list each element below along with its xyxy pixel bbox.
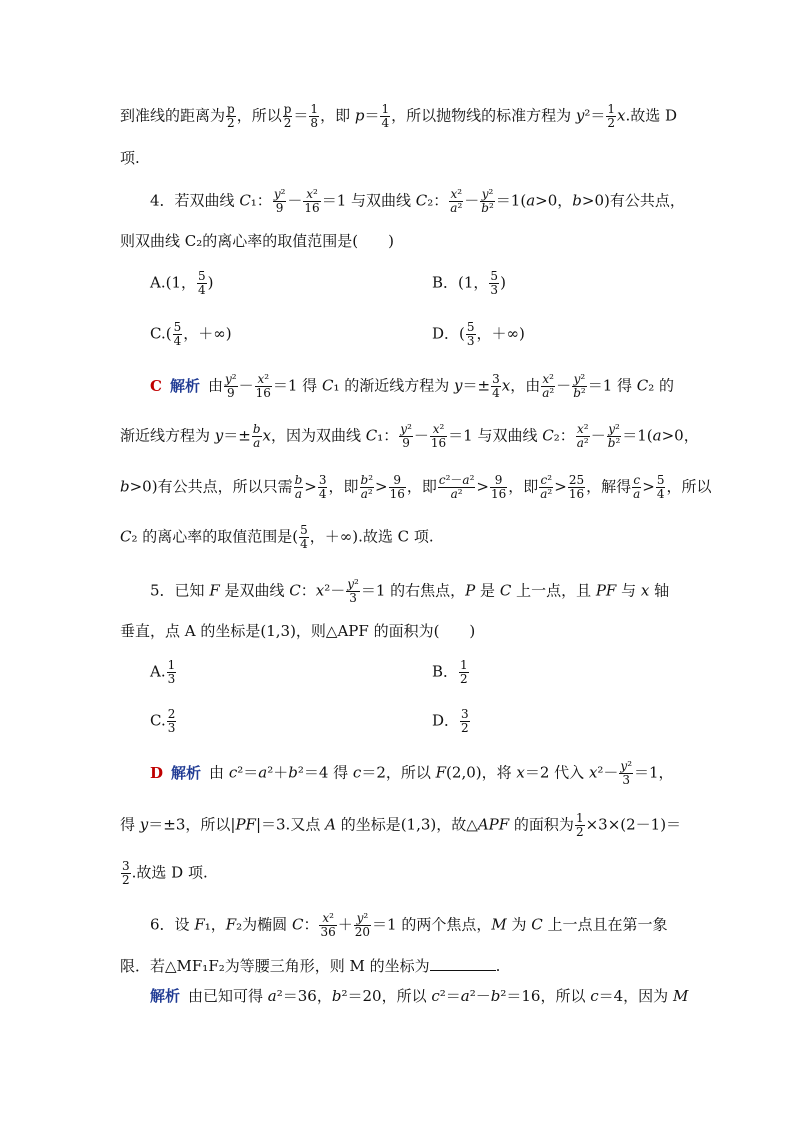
solution-4-line-1: C 解析 由 $\frac{\text{y²}}{9}$ － $\frac{\text{x²}}{16}$ ＝1 得 C₁ 的渐近线方程为 y＝± $\frac{3}{4}$ x，由 $\frac{\text{x²}}{\text{a²}}$ － $\frac{\text{y²}}{\text{b²}}$ ＝1 得 C₂ 的 — [150, 372, 675, 400]
q4-option-a: A.(1， $\frac{5}{4}$ ) — [150, 269, 214, 297]
q5-option-b: B． $\frac{1}{2}$ — [432, 658, 468, 686]
solution-5-line-3: $\frac{3}{2}$ .故选 D 项. — [122, 859, 208, 887]
solution-4-line-2: 渐近线方程为 y＝± $\frac{b}{a}$ x，因为双曲线 C₁： $\frac{\text{y²}}{9}$ － $\frac{\text{x²}}{16}$ ＝1 与双曲线 C₂： $\frac{\text{x²}}{\text{a²}}$ － $\frac{\text{y²}}{\text{b²}}$ ＝1(a>0， — [120, 422, 699, 450]
analysis-label: 解析 — [169, 376, 200, 395]
solution-3-line-1: 到准线的距离为 $\frac{p}{2}$ ，所以 $\frac{p}{2}$ ＝ $\frac{1}{8}$ ，即 p＝ $\frac{1}{4}$ ，所以抛物线的标准方程为 y²＝ $\frac{1}{2}$ x.故选 D — [120, 102, 678, 130]
answer-key: C — [150, 376, 162, 395]
fraction: $\frac{p}{2}$ — [283, 102, 292, 130]
q5-option-a: A. $\frac{1}{3}$ — [150, 658, 176, 686]
fraction: $\frac{1}{2}$ — [607, 102, 616, 130]
fraction: $\frac{p}{2}$ — [227, 102, 235, 130]
q4-option-b: B．(1， $\frac{5}{3}$ ) — [432, 269, 506, 297]
solution-3-line-2: 项. — [120, 149, 140, 167]
answer-key: D — [150, 763, 164, 782]
question-6-stem-line-1: 6．设 F₁，F₂为椭圆 C： $\frac{\text{x²}}{36}$ ＋ $\frac{\text{y²}}{20}$ ＝1 的两个焦点，M 为 C 上一点且在第一象 — [150, 911, 668, 939]
solution-4-line-3: b>0)有公共点，所以只需 $\frac{b}{a}$ > $\frac{3}{4}$ ，即 $\frac{\text{b²}}{\text{a²}}$ > $\frac{9}{16}$ ，即 $\frac{\text{c²－a²}}{\text{a²}}$ > $\frac{9}{16}$ ，即 $\frac{\text{c²}}{\text{a²}}$ > $\frac{25}{16}$ ，解得 $\frac{c}{a}$ > $\frac{5}{4}$ ，所以 — [120, 473, 712, 501]
solution-5-line-1: D 解析 由 c²＝a²＋b²＝4 得 c＝2，所以 F(2,0)，将 x＝2 代入 x²－ $\frac{\text{y²}}{3}$ ＝1， — [150, 759, 674, 787]
question-6-stem-line-2: 限．若△MF₁F₂为等腰三角形，则 M 的坐标为 . — [120, 954, 680, 978]
q4-option-c: C.( $\frac{5}{4}$ ，＋∞) — [150, 320, 232, 348]
solution-5-line-2: 得 y＝±3，所以|PF|＝3.又点 A 的坐标是(1,3)，故△APF 的面积为 $\frac{1}{2}$ ×3×(2－1)＝ — [120, 811, 682, 839]
fraction: $\frac{1}{4}$ — [381, 102, 390, 130]
analysis-label: 解析 — [171, 763, 202, 782]
analysis-label: 解析 — [150, 987, 181, 1005]
answer-blank — [430, 954, 496, 971]
question-4-stem-line-1: 4．若双曲线 C₁： $\frac{\text{y²}}{9}$ － $\frac{\text{x²}}{16}$ ＝1 与双曲线 C₂： $\frac{\text{x²}}{\text{a²}}$ － $\frac{\text{y²}}{\text{b²}}$ ＝1(a>0，b>0)有公共点， — [150, 187, 685, 215]
question-5-stem-line-2: 垂直，点 A 的坐标是(1,3)，则△APF 的面积为( ) — [120, 622, 476, 640]
q5-option-c: C. $\frac{2}{3}$ — [150, 707, 176, 735]
fraction: $\frac{1}{8}$ — [310, 102, 319, 130]
solution-4-line-4: C₂ 的离心率的取值范围是( $\frac{5}{4}$ ，＋∞).故选 C 项. — [120, 523, 434, 551]
q5-option-d: D． $\frac{3}{2}$ — [432, 707, 469, 735]
solution-6-line-1: 解析 由已知可得 a²＝36，b²＝20，所以 c²＝a²－b²＝16，所以 c＝4，因为 M — [150, 987, 689, 1005]
q4-option-d: D．( $\frac{5}{3}$ ，＋∞) — [432, 320, 525, 348]
question-4-stem-line-2: 则双曲线 C₂的离心率的取值范围是( ) — [120, 232, 394, 250]
question-5-stem-line-1: 5．已知 F 是双曲线 C：x²－ $\frac{\text{y²}}{3}$ ＝1 的右焦点，P 是 C 上一点，且 PF 与 x 轴 — [150, 577, 670, 605]
